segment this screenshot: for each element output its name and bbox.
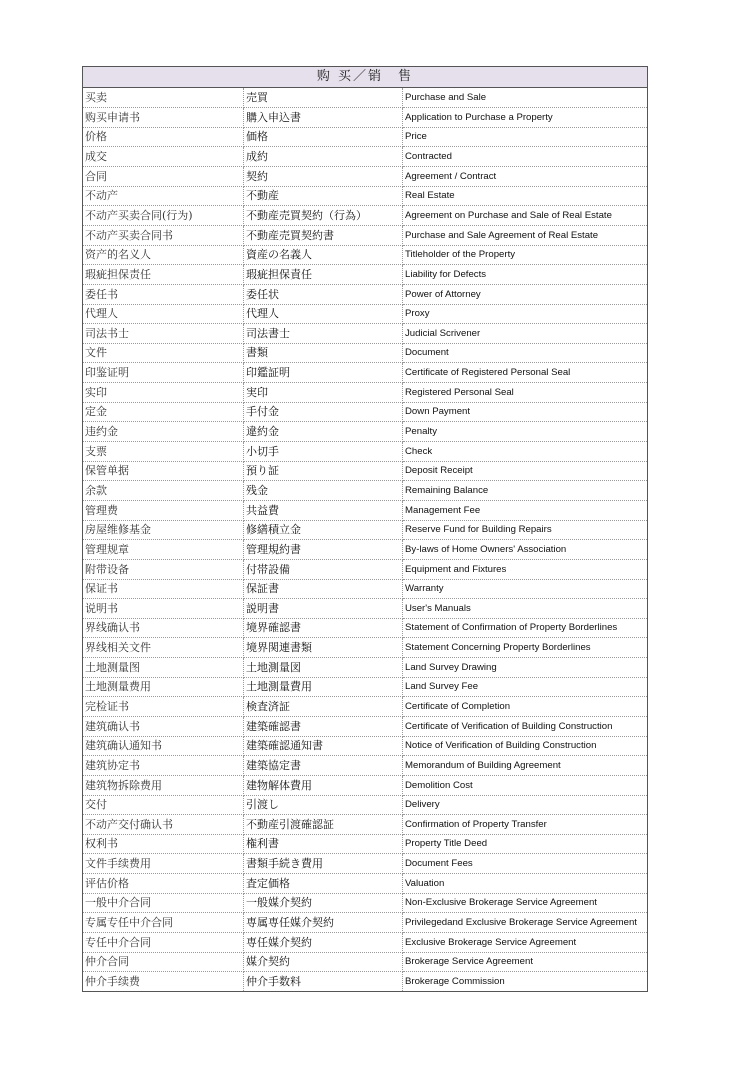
japanese-term: 建物解体費用 bbox=[244, 775, 403, 795]
table-row bbox=[83, 913, 647, 933]
japanese-term: 小切手 bbox=[244, 442, 403, 462]
chinese-term: 管理规章 bbox=[83, 540, 244, 560]
japanese-term: 建築確認通知書 bbox=[244, 736, 403, 756]
table-row bbox=[83, 520, 647, 540]
english-term: Deposit Receipt bbox=[403, 461, 648, 481]
english-term: Liability for Defects bbox=[403, 265, 648, 285]
chinese-term: 完检证书 bbox=[83, 697, 244, 717]
chinese-term: 资产的名义人 bbox=[83, 245, 244, 265]
english-term: Agreement / Contract bbox=[403, 167, 648, 187]
table-row bbox=[83, 736, 647, 756]
english-term: Management Fee bbox=[403, 500, 648, 520]
japanese-term: 代理人 bbox=[244, 304, 403, 324]
chinese-term: 不动产 bbox=[83, 186, 244, 206]
chinese-term: 文件手续费用 bbox=[83, 854, 244, 874]
chinese-term: 专属专任中介合同 bbox=[83, 913, 244, 933]
table-row bbox=[83, 324, 647, 344]
english-term: Real Estate bbox=[403, 186, 648, 206]
japanese-term: 境界関連書類 bbox=[244, 638, 403, 658]
japanese-term: 管理規約書 bbox=[244, 540, 403, 560]
table-row bbox=[83, 500, 647, 520]
chinese-term: 购买申请书 bbox=[83, 108, 244, 128]
table-row bbox=[83, 481, 647, 501]
english-term: Privilegedand Exclusive Brokerage Service Agreement bbox=[403, 913, 648, 933]
english-term: Memorandum of Building Agreement bbox=[403, 756, 648, 776]
chinese-term: 房屋维修基金 bbox=[83, 520, 244, 540]
table-row bbox=[83, 697, 647, 717]
table-row bbox=[83, 618, 647, 638]
japanese-term: 付帯設備 bbox=[244, 559, 403, 579]
chinese-term: 专任中介合同 bbox=[83, 933, 244, 953]
japanese-term: 成約 bbox=[244, 147, 403, 167]
chinese-term: 建筑确认书 bbox=[83, 717, 244, 737]
table-row bbox=[83, 88, 647, 108]
table-row bbox=[83, 854, 647, 874]
chinese-term: 违约金 bbox=[83, 422, 244, 442]
table-row bbox=[83, 815, 647, 835]
sheet-title: 购 买／销 售 bbox=[83, 67, 647, 88]
table-row bbox=[83, 952, 647, 972]
japanese-term: 不動産売買契約（行為） bbox=[244, 206, 403, 226]
english-term: Remaining Balance bbox=[403, 481, 648, 501]
japanese-term: 残金 bbox=[244, 481, 403, 501]
glossary-sheet bbox=[82, 66, 648, 992]
english-term: Purchase and Sale bbox=[403, 88, 648, 108]
chinese-term: 印鉴证明 bbox=[83, 363, 244, 383]
japanese-term: 契約 bbox=[244, 167, 403, 187]
glossary-rows bbox=[83, 88, 647, 991]
chinese-term: 不动产买卖合同(行为) bbox=[83, 206, 244, 226]
chinese-term: 一般中介合同 bbox=[83, 893, 244, 913]
table-row bbox=[83, 559, 647, 579]
table-row bbox=[83, 186, 647, 206]
english-term: Statement Concerning Property Borderlines bbox=[403, 638, 648, 658]
chinese-term: 建筑确认通知书 bbox=[83, 736, 244, 756]
japanese-term: 専属専任媒介契約 bbox=[244, 913, 403, 933]
japanese-term: 書類 bbox=[244, 343, 403, 363]
table-row bbox=[83, 461, 647, 481]
english-term: Certificate of Registered Personal Seal bbox=[403, 363, 648, 383]
japanese-term: 建築協定書 bbox=[244, 756, 403, 776]
chinese-term: 建筑物拆除费用 bbox=[83, 775, 244, 795]
table-row bbox=[83, 284, 647, 304]
japanese-term: 境界確認書 bbox=[244, 618, 403, 638]
japanese-term: 修繕積立金 bbox=[244, 520, 403, 540]
english-term: Agreement on Purchase and Sale of Real Estate bbox=[403, 206, 648, 226]
japanese-term: 説明書 bbox=[244, 599, 403, 619]
japanese-term: 不動産 bbox=[244, 186, 403, 206]
chinese-term: 成交 bbox=[83, 147, 244, 167]
english-term: Power of Attorney bbox=[403, 284, 648, 304]
table-row bbox=[83, 442, 647, 462]
chinese-term: 仲介手续费 bbox=[83, 972, 244, 992]
japanese-term: 保証書 bbox=[244, 579, 403, 599]
chinese-term: 土地测量费用 bbox=[83, 677, 244, 697]
english-term: Registered Personal Seal bbox=[403, 383, 648, 403]
english-term: Exclusive Brokerage Service Agreement bbox=[403, 933, 648, 953]
japanese-term: 建築確認書 bbox=[244, 717, 403, 737]
table-row bbox=[83, 834, 647, 854]
table-row bbox=[83, 127, 647, 147]
english-term: Confirmation of Property Transfer bbox=[403, 815, 648, 835]
english-term: Equipment and Fixtures bbox=[403, 559, 648, 579]
japanese-term: 検査済証 bbox=[244, 697, 403, 717]
english-term: Statement of Confirmation of Property Borderlines bbox=[403, 618, 648, 638]
chinese-term: 界线相关文件 bbox=[83, 638, 244, 658]
english-term: Proxy bbox=[403, 304, 648, 324]
japanese-term: 一般媒介契約 bbox=[244, 893, 403, 913]
chinese-term: 建筑协定书 bbox=[83, 756, 244, 776]
english-term: User's Manuals bbox=[403, 599, 648, 619]
glossary-table bbox=[83, 88, 647, 991]
japanese-term: 価格 bbox=[244, 127, 403, 147]
japanese-term: 権利書 bbox=[244, 834, 403, 854]
table-row bbox=[83, 972, 647, 992]
chinese-term: 司法书士 bbox=[83, 324, 244, 344]
chinese-term: 权利书 bbox=[83, 834, 244, 854]
chinese-term: 文件 bbox=[83, 343, 244, 363]
chinese-term: 余款 bbox=[83, 481, 244, 501]
table-row bbox=[83, 795, 647, 815]
japanese-term: 土地測量費用 bbox=[244, 677, 403, 697]
english-term: Brokerage Service Agreement bbox=[403, 952, 648, 972]
table-row bbox=[83, 874, 647, 894]
table-row bbox=[83, 717, 647, 737]
japanese-term: 土地測量図 bbox=[244, 658, 403, 678]
table-row bbox=[83, 775, 647, 795]
table-row bbox=[83, 933, 647, 953]
japanese-term: 売買 bbox=[244, 88, 403, 108]
japanese-term: 引渡し bbox=[244, 795, 403, 815]
english-term: Valuation bbox=[403, 874, 648, 894]
chinese-term: 保管单据 bbox=[83, 461, 244, 481]
table-row bbox=[83, 304, 647, 324]
table-row bbox=[83, 402, 647, 422]
table-row bbox=[83, 599, 647, 619]
table-row bbox=[83, 363, 647, 383]
japanese-term: 媒介契約 bbox=[244, 952, 403, 972]
japanese-term: 専任媒介契約 bbox=[244, 933, 403, 953]
japanese-term: 書類手続き費用 bbox=[244, 854, 403, 874]
english-term: Notice of Verification of Building Construction bbox=[403, 736, 648, 756]
chinese-term: 不动产买卖合同书 bbox=[83, 225, 244, 245]
table-row bbox=[83, 108, 647, 128]
chinese-term: 附带设备 bbox=[83, 559, 244, 579]
japanese-term: 共益費 bbox=[244, 500, 403, 520]
chinese-term: 瑕疵担保责任 bbox=[83, 265, 244, 285]
english-term: Demolition Cost bbox=[403, 775, 648, 795]
english-term: Contracted bbox=[403, 147, 648, 167]
table-row bbox=[83, 658, 647, 678]
chinese-term: 定金 bbox=[83, 402, 244, 422]
chinese-term: 土地测量图 bbox=[83, 658, 244, 678]
english-term: Application to Purchase a Property bbox=[403, 108, 648, 128]
chinese-term: 评估价格 bbox=[83, 874, 244, 894]
english-term: Price bbox=[403, 127, 648, 147]
english-term: Penalty bbox=[403, 422, 648, 442]
table-row bbox=[83, 245, 647, 265]
english-term: Delivery bbox=[403, 795, 648, 815]
japanese-term: 資産の名義人 bbox=[244, 245, 403, 265]
table-row bbox=[83, 893, 647, 913]
table-row bbox=[83, 206, 647, 226]
japanese-term: 仲介手数料 bbox=[244, 972, 403, 992]
table-row bbox=[83, 225, 647, 245]
chinese-term: 支票 bbox=[83, 442, 244, 462]
chinese-term: 不动产交付确认书 bbox=[83, 815, 244, 835]
table-row bbox=[83, 265, 647, 285]
english-term: Non-Exclusive Brokerage Service Agreement bbox=[403, 893, 648, 913]
chinese-term: 委任书 bbox=[83, 284, 244, 304]
chinese-term: 说明书 bbox=[83, 599, 244, 619]
english-term: Certificate of Verification of Building Construction bbox=[403, 717, 648, 737]
table-row bbox=[83, 383, 647, 403]
japanese-term: 瑕疵担保責任 bbox=[244, 265, 403, 285]
english-term: Document Fees bbox=[403, 854, 648, 874]
english-term: Certificate of Completion bbox=[403, 697, 648, 717]
chinese-term: 实印 bbox=[83, 383, 244, 403]
english-term: Down Payment bbox=[403, 402, 648, 422]
chinese-term: 价格 bbox=[83, 127, 244, 147]
japanese-term: 査定価格 bbox=[244, 874, 403, 894]
table-row bbox=[83, 147, 647, 167]
table-row bbox=[83, 756, 647, 776]
english-term: Purchase and Sale Agreement of Real Estate bbox=[403, 225, 648, 245]
chinese-term: 保证书 bbox=[83, 579, 244, 599]
chinese-term: 买卖 bbox=[83, 88, 244, 108]
japanese-term: 不動産引渡確認証 bbox=[244, 815, 403, 835]
english-term: Brokerage Commission bbox=[405, 976, 505, 988]
japanese-term: 司法書士 bbox=[244, 324, 403, 344]
english-term: Property Title Deed bbox=[403, 834, 648, 854]
japanese-term: 違約金 bbox=[244, 422, 403, 442]
japanese-term: 実印 bbox=[244, 383, 403, 403]
table-row bbox=[83, 677, 647, 697]
chinese-term: 合同 bbox=[83, 167, 244, 187]
japanese-term: 預り証 bbox=[244, 461, 403, 481]
japanese-term: 委任状 bbox=[244, 284, 403, 304]
chinese-term: 仲介合同 bbox=[83, 952, 244, 972]
table-row bbox=[83, 422, 647, 442]
table-row bbox=[83, 343, 647, 363]
japanese-term: 手付金 bbox=[244, 402, 403, 422]
japanese-term: 印鑑証明 bbox=[244, 363, 403, 383]
english-term: By-laws of Home Owners' Association bbox=[403, 540, 648, 560]
english-term: Document bbox=[403, 343, 648, 363]
english-term: Warranty bbox=[403, 579, 648, 599]
english-term: Titleholder of the Property bbox=[403, 245, 648, 265]
chinese-term: 交付 bbox=[83, 795, 244, 815]
english-term: Land Survey Drawing bbox=[403, 658, 648, 678]
english-term: Judicial Scrivener bbox=[403, 324, 648, 344]
table-row bbox=[83, 579, 647, 599]
chinese-term: 代理人 bbox=[83, 304, 244, 324]
table-row bbox=[83, 167, 647, 187]
chinese-term: 界线确认书 bbox=[83, 618, 244, 638]
japanese-term: 不動産売買契約書 bbox=[244, 225, 403, 245]
table-row bbox=[83, 540, 647, 560]
english-term: Land Survey Fee bbox=[403, 677, 648, 697]
chinese-term: 管理费 bbox=[83, 500, 244, 520]
english-term: Reserve Fund for Building Repairs bbox=[403, 520, 648, 540]
table-row bbox=[83, 638, 647, 658]
english-term: Check bbox=[403, 442, 648, 462]
japanese-term: 購入申込書 bbox=[244, 108, 403, 128]
